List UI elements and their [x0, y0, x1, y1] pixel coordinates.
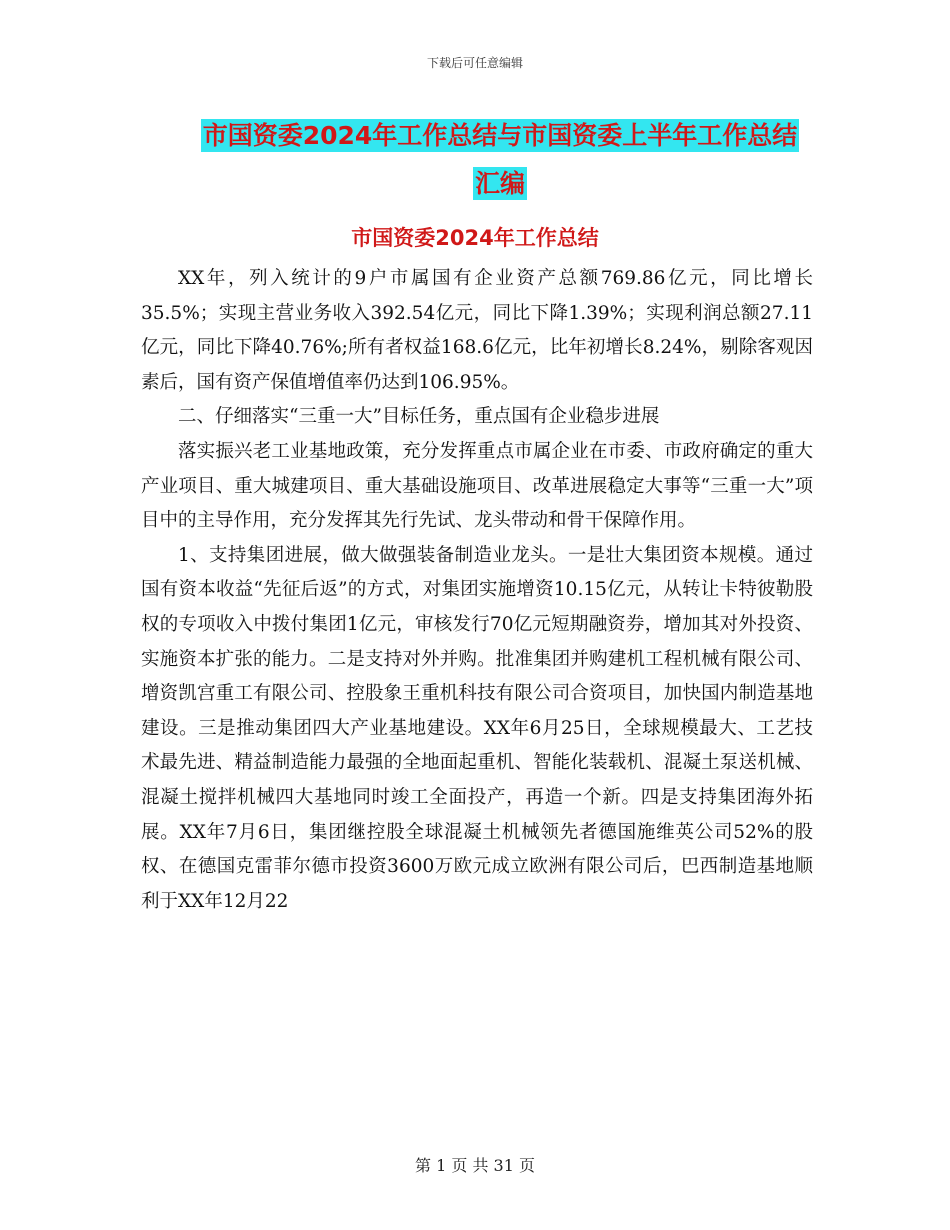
document-title-line-2: 汇编 — [474, 169, 525, 198]
document-title-line-1: 市国资委2024年工作总结与市国资委上半年工作总结 — [202, 121, 798, 150]
page-footer: 第 1 页 共 31 页 — [415, 1156, 535, 1175]
paragraph-3: 落实振兴老工业基地政策，充分发挥重点市属企业在市委、市政府确定的重大产业项目、重大城建项目、重大基础设施项目、改革进展稳定大事等“三重一大”项目中的主导作用，充分发挥其先行先试、龙头带动和骨干保障作用。 — [141, 440, 813, 532]
page-header-note: 下载后可任意编辑 — [426, 56, 523, 70]
document-title — [130, 112, 870, 208]
paragraph-1: XX年，列入统计的9户市属国有企业资产总额769.86亿元，同比增长35.5%；实现主营业务收入392.54亿元，同比下降1.39%；实现利润总额27.11亿元，同比下降40.76%;所有者权益168.6亿元，比年初增长8.24%，剔除客观因素后，国有资产保值增值率仍达到106.95%。 — [141, 268, 813, 393]
section-title: 市国资委2024年工作总结 — [351, 226, 599, 250]
document-body — [141, 262, 813, 919]
paragraph-4: 1、支持集团进展，做大做强装备制造业龙头。一是壮大集团资本规模。通过国有资本收益“先征后返”的方式，对集团实施增资10.15亿元，从转让卡特彼勒股权的专项收入中拨付集团1亿元，审核发行70亿元短期融资券，增加其对外投资、实施资本扩张的能力。二是支持对外并购。批准集团并购建机工程机械有限公司、增资凯宫重工有限公司、控股象王重机科技有限公司合资项目，加快国内制造基地建设。三是推动集团四大产业基地建设。XX年6月25日，全球规模最大、工艺技术最先进、精益制造能力最强的全地面起重机、智能化装载机、混凝土泵送机械、混凝土搅拌机械四大基地同时竣工全面投产，再造一个新。四是支持集团海外拓展。XX年7月6日，集团继控股全球混凝土机械领先者德国施维英公司52%的股权、在德国克雷菲尔德市投资3600万欧元成立欧洲有限公司后，巴西制造基地顺利于XX年12月22 — [141, 544, 813, 912]
paragraph-2: 二、仔细落实“三重一大”目标任务，重点国有企业稳步进展 — [178, 406, 660, 428]
